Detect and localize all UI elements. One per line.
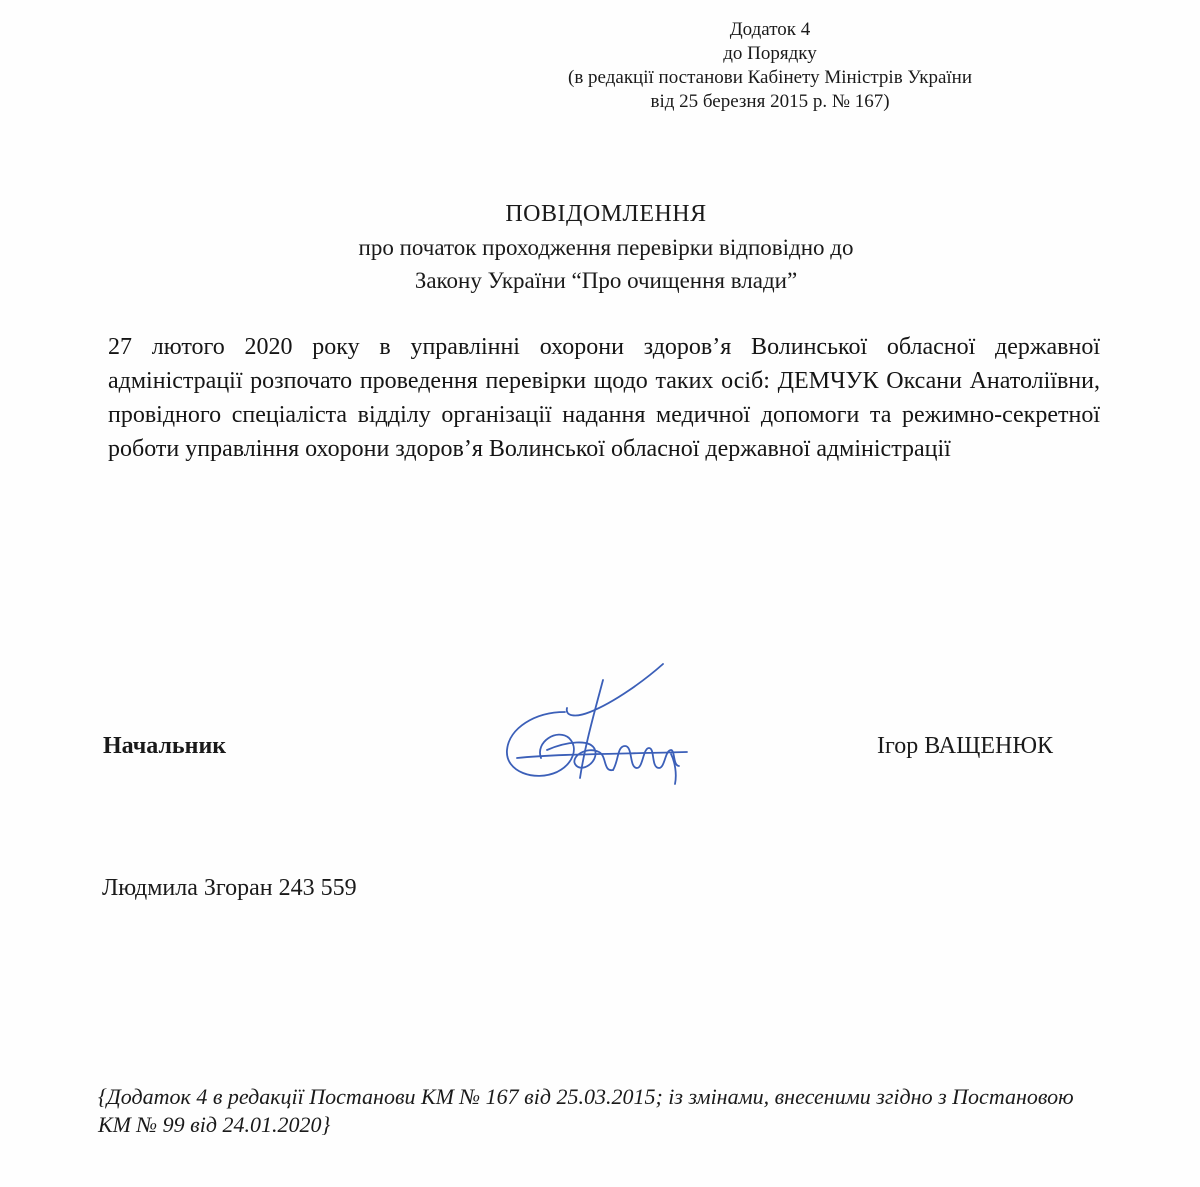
contact-line: Людмила Згоран 243 559 bbox=[102, 875, 357, 901]
annex-line-3: (в редакції постанови Кабінету Міністрів України bbox=[568, 67, 972, 88]
signer-position: Начальник bbox=[103, 733, 227, 759]
annex-header bbox=[500, 18, 1040, 114]
amendment-footnote: {Додаток 4 в редакції Постанови КМ № 167 від 25.03.2015; із змінами, внесеними згідно з Постановою КМ № 99 від 24.01.2020} bbox=[98, 1084, 1074, 1137]
annex-line-1: Додаток 4 bbox=[729, 19, 811, 40]
annex-line-2: до Порядку bbox=[723, 43, 817, 64]
notice-subtitle-line-2: Закону України “Про очищення влади” bbox=[414, 268, 798, 293]
notice-heading bbox=[0, 198, 1200, 297]
notice-title: ПОВІДОМЛЕННЯ bbox=[505, 201, 707, 227]
annex-line-4: від 25 березня 2015 р. № 167) bbox=[650, 91, 890, 112]
notice-subtitle-line-1: про початок проходження перевірки відповідно до bbox=[358, 235, 854, 260]
handwritten-signature bbox=[495, 650, 705, 790]
notice-body: 27 лютого 2020 року в управлінні охорони здоров’я Волинської обласної державної адміністрації розпочато проведення перевірки щодо таких осіб: ДЕМЧУК Оксани Анатоліївни, провідного спеціаліста відділу організації надання медичної допомоги та режимно-секретної роботи управління охорони здоров’я Волинської обласної державної адміністрації bbox=[108, 334, 1100, 462]
signer-name: Ігор ВАЩЕНЮК bbox=[877, 733, 1053, 759]
